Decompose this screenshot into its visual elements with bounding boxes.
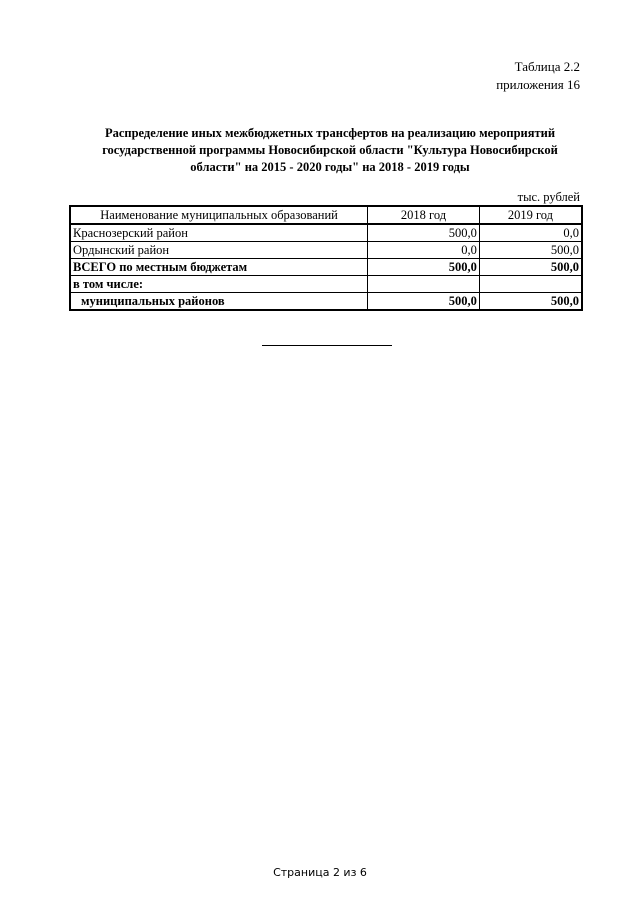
budget-table bbox=[69, 205, 583, 311]
column-header-2018: 2018 год bbox=[368, 206, 480, 224]
row-value-2018: 0,0 bbox=[368, 242, 480, 259]
row-value-2019: 500,0 bbox=[479, 293, 582, 311]
table-row bbox=[70, 224, 582, 242]
row-value-2018: 500,0 bbox=[368, 259, 480, 276]
row-value-2019 bbox=[479, 276, 582, 293]
row-name: Ордынский район bbox=[70, 242, 368, 259]
appendix-number: приложения 16 bbox=[496, 77, 580, 92]
column-header-2019: 2019 год bbox=[479, 206, 582, 224]
row-name: ВСЕГО по местным бюджетам bbox=[70, 259, 368, 276]
row-value-2018: 500,0 bbox=[368, 293, 480, 311]
column-header-name: Наименование муниципальных образований bbox=[70, 206, 368, 224]
table-row-including bbox=[70, 276, 582, 293]
table-number: Таблица 2.2 bbox=[514, 59, 580, 74]
units-label: тыс. рублей bbox=[517, 190, 580, 204]
table-row-municipal bbox=[70, 293, 582, 311]
table-reference bbox=[496, 58, 580, 94]
table-header-row bbox=[70, 206, 582, 224]
table-row bbox=[70, 242, 582, 259]
page-number: Страница 2 из 6 bbox=[273, 866, 367, 879]
row-name: Краснозерский район bbox=[70, 224, 368, 242]
row-value-2018: 500,0 bbox=[368, 224, 480, 242]
row-value-2019: 500,0 bbox=[479, 259, 582, 276]
title-line-2: государственной программы Новосибирской области "Культура Новосибирской bbox=[102, 143, 558, 157]
document-title bbox=[80, 125, 580, 176]
row-name: муниципальных районов bbox=[70, 293, 368, 311]
title-line-1: Распределение иных межбюджетных трансфертов на реализацию мероприятий bbox=[104, 126, 556, 140]
row-value-2018 bbox=[368, 276, 480, 293]
end-divider bbox=[262, 345, 392, 346]
row-name: в том числе: bbox=[70, 276, 368, 293]
row-value-2019: 500,0 bbox=[479, 242, 582, 259]
row-value-2019: 0,0 bbox=[479, 224, 582, 242]
title-line-3: области" на 2015 - 2020 годы" на 2018 - 2019 годы bbox=[190, 160, 470, 174]
table-row-total bbox=[70, 259, 582, 276]
